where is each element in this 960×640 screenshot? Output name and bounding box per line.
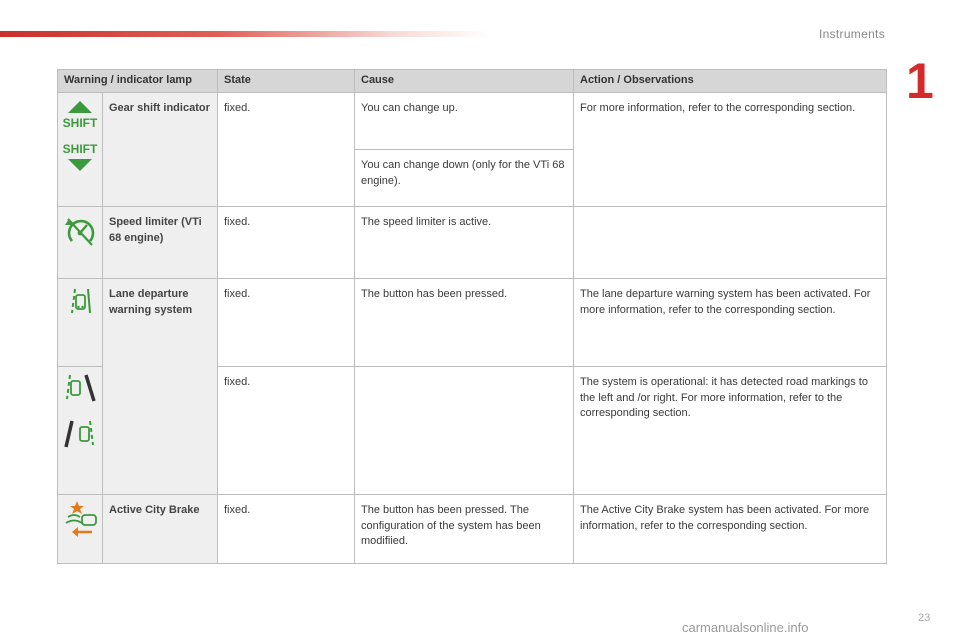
section-title: Instruments: [819, 27, 885, 41]
table-row: [58, 279, 887, 367]
table-row: [58, 207, 887, 279]
gear-shift-icon-cell: [58, 93, 103, 207]
lane-departure-cause-2: [355, 367, 574, 495]
active-city-brake-state: fixed.: [218, 495, 355, 564]
table-row: [58, 495, 887, 564]
column-header-action: Action / Observations: [574, 70, 887, 93]
lane-detected-icon-cell: [58, 367, 103, 495]
active-city-brake-icon-cell: [58, 495, 103, 564]
page-number: 23: [918, 612, 931, 624]
lane-departure-action-2: The system is operational: it has detected road markings to the left and /or right. For more information, refer to the corresponding section.: [574, 367, 887, 495]
shift-down-label: SHIFT: [62, 142, 98, 156]
warning-lamp-table: [57, 69, 887, 564]
active-city-brake-cause: The button has been pressed. The configuration of the system has been modifiied.: [355, 495, 574, 564]
speed-limiter-action: [574, 207, 887, 279]
header-accent-bar: [0, 31, 490, 37]
active-city-brake-name: Active City Brake: [103, 495, 218, 564]
active-city-brake-action: The Active City Brake system has been activated. For more information, refer to the corresponding section.: [574, 495, 887, 564]
gear-shift-cause-down: You can change down (only for the VTi 68 engine).: [355, 150, 574, 207]
gear-shift-state: fixed.: [218, 93, 355, 207]
table-row: [58, 93, 887, 150]
shift-up-label: SHIFT: [62, 116, 98, 130]
gear-shift-cause-up: You can change up.: [355, 93, 574, 150]
speed-limiter-state: fixed.: [218, 207, 355, 279]
lane-detected-right-icon: [67, 375, 94, 401]
lane-detected-left-icon: [66, 421, 93, 447]
speed-limiter-name: Speed limiter (VTi 68 engine): [103, 207, 218, 279]
speed-limiter-icon-cell: [58, 207, 103, 279]
lane-detected-icons: [60, 371, 100, 455]
speed-limiter-icon: [62, 211, 98, 251]
active-city-brake-icon: [60, 499, 100, 539]
gear-shift-action: For more information, refer to the corresponding section.: [574, 93, 887, 207]
lane-departure-cause-1: The button has been pressed.: [355, 279, 574, 367]
gear-shift-name: Gear shift indicator: [103, 93, 218, 207]
column-header-state: State: [218, 70, 355, 93]
watermark: carmanualsonline.info: [682, 620, 809, 635]
lane-departure-action-1: The lane departure warning system has been activated. For more information, refer to the corresponding section.: [574, 279, 887, 367]
chapter-number: 1: [906, 53, 934, 109]
column-header-cause: Cause: [355, 70, 574, 93]
speed-limiter-cause: The speed limiter is active.: [355, 207, 574, 279]
lane-departure-icon: [62, 283, 98, 319]
lane-departure-state-2: fixed.: [218, 367, 355, 495]
lane-departure-name: Lane departure warning system: [103, 279, 218, 495]
shift-up-down-icon: [62, 97, 98, 177]
lane-departure-state-1: fixed.: [218, 279, 355, 367]
table-header-row: [58, 70, 887, 93]
column-header-lamp: Warning / indicator lamp: [58, 70, 218, 93]
lane-departure-icon-cell: [58, 279, 103, 367]
